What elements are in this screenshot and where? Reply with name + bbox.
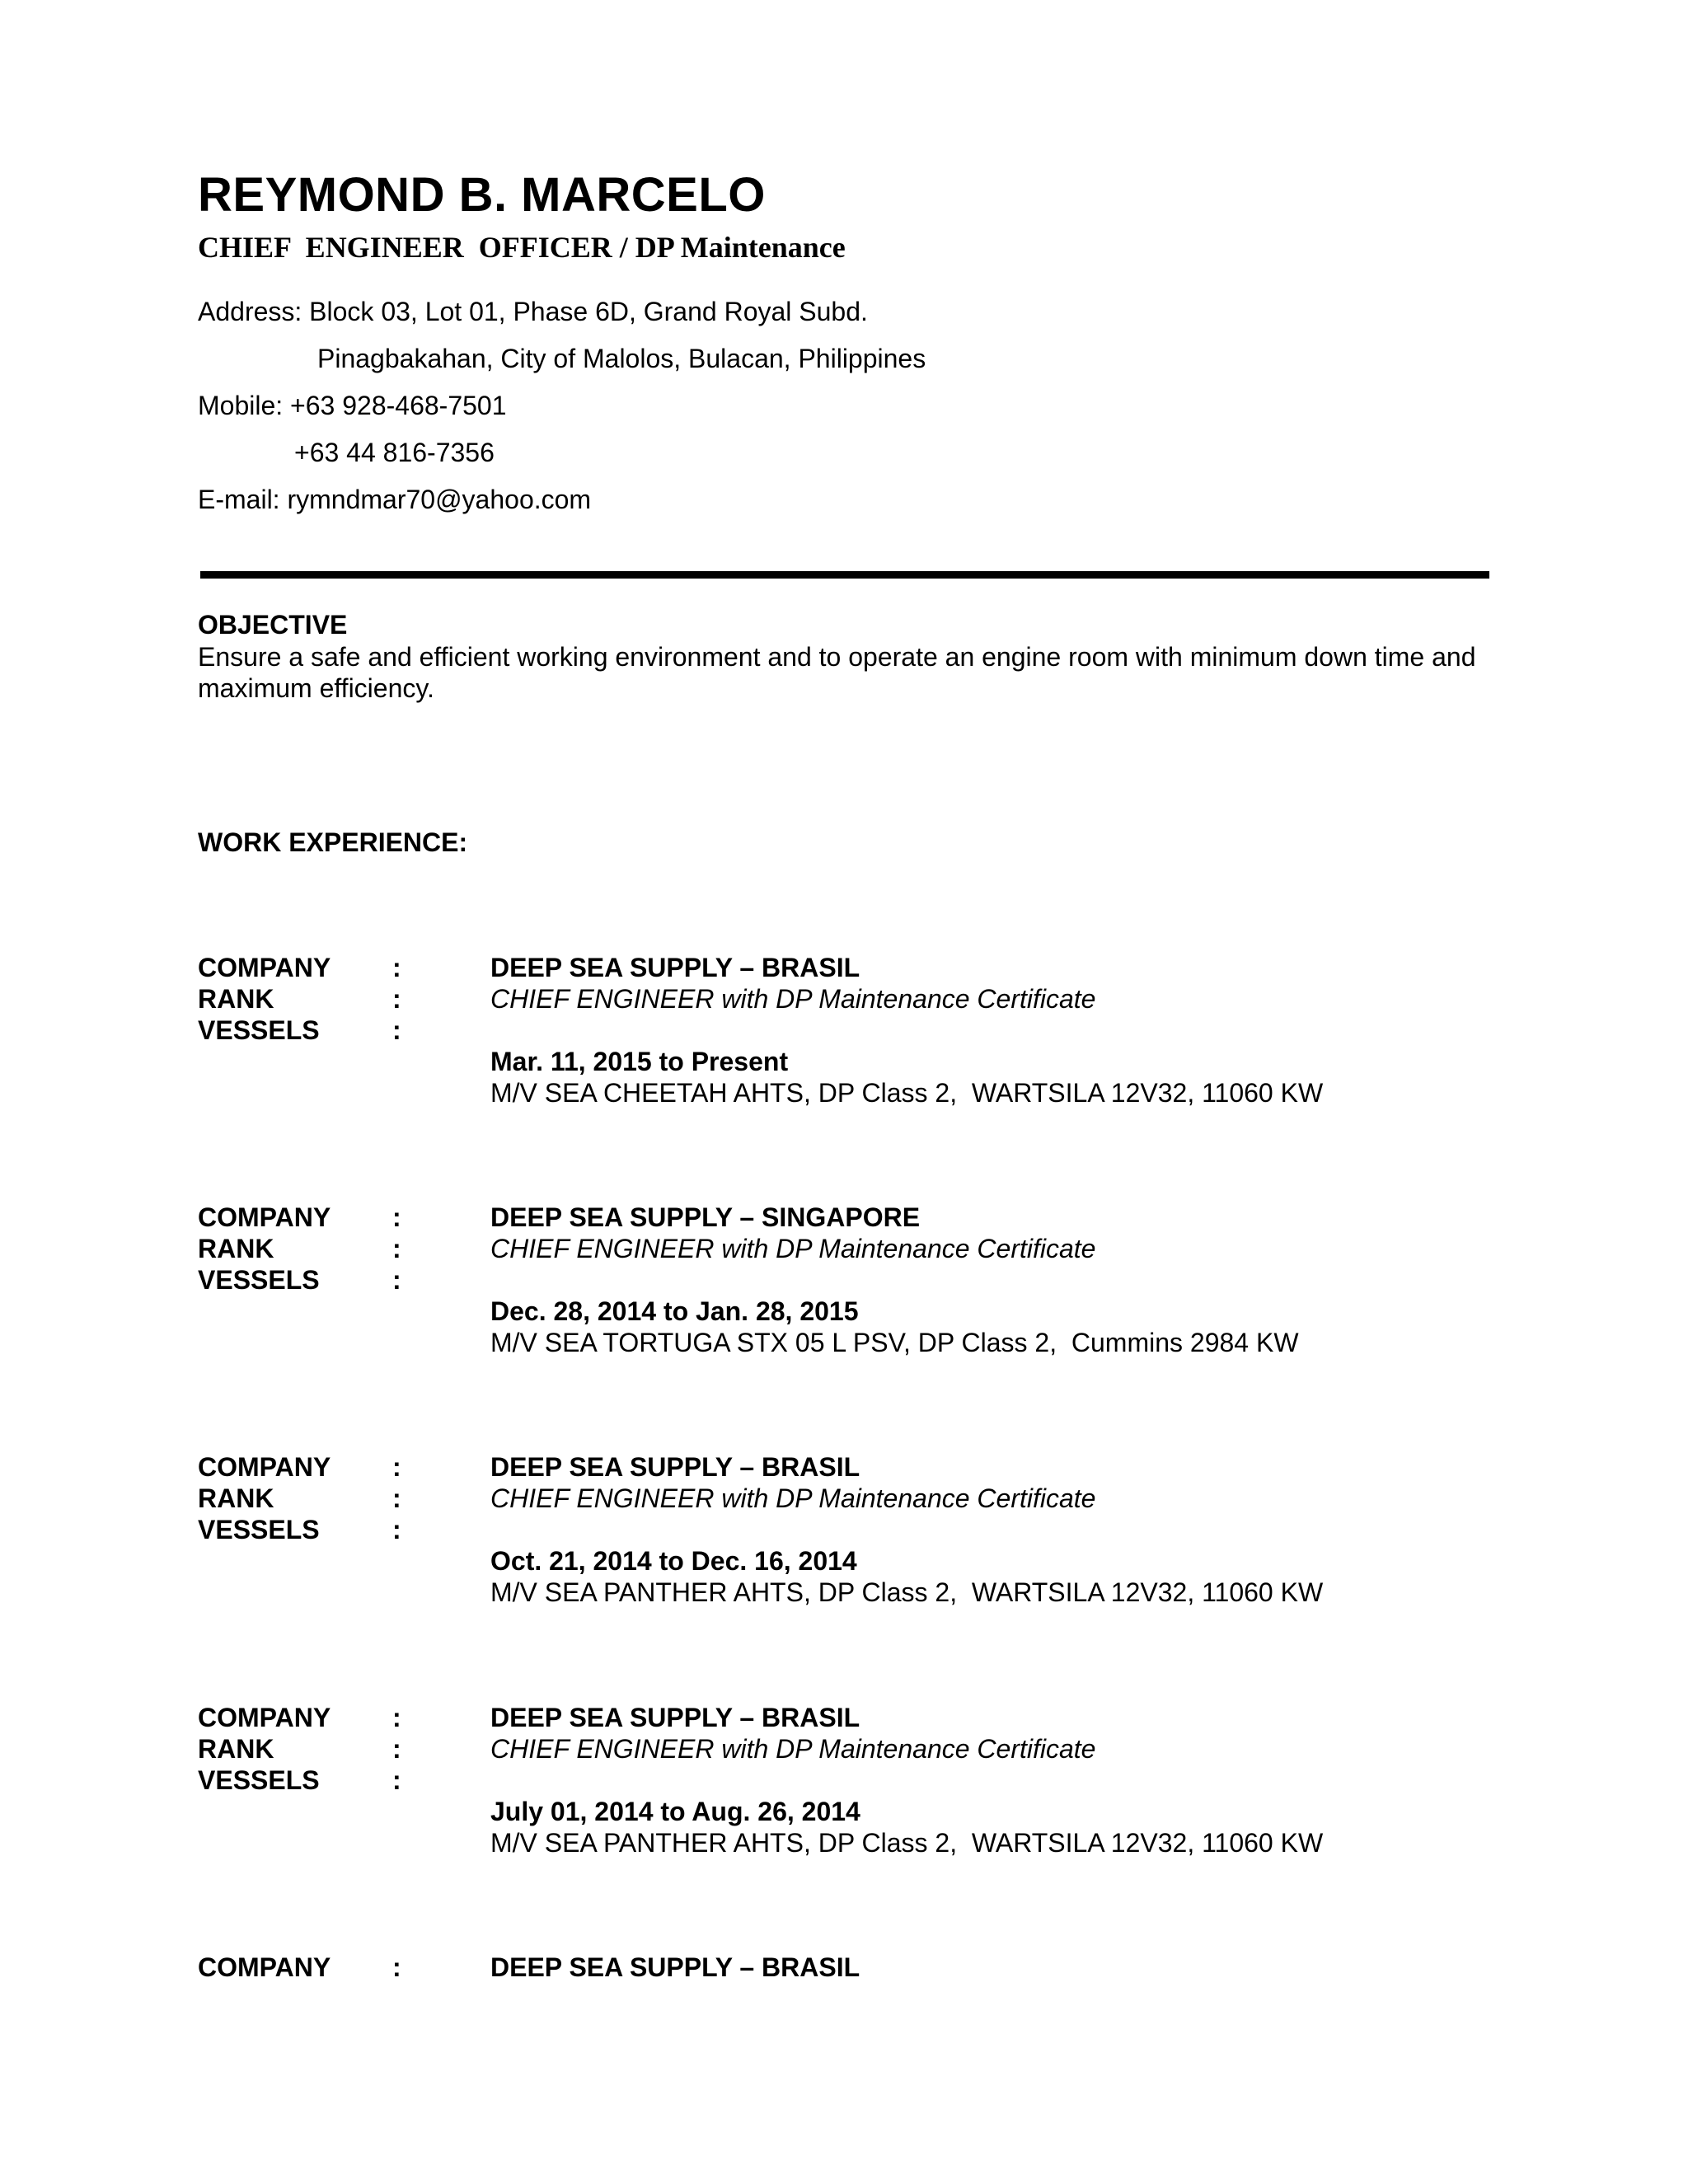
company-label: COMPANY bbox=[198, 1452, 331, 1482]
job-entry bbox=[198, 954, 1517, 1119]
period-value: Dec. 28, 2014 to Jan. 28, 2015 bbox=[490, 1296, 859, 1326]
vessels-label: VESSELS bbox=[198, 1015, 320, 1045]
company-value: DEEP SEA SUPPLY – SINGAPORE bbox=[490, 1202, 921, 1232]
vessel-value: M/V SEA TORTUGA STX 05 L PSV, DP Class 2, Cummins 2984 KW bbox=[490, 1328, 1299, 1357]
job-entry bbox=[198, 1204, 1517, 1369]
rank-label: RANK bbox=[198, 1234, 274, 1263]
job-entry bbox=[198, 1954, 1517, 2004]
period-value: Oct. 21, 2014 to Dec. 16, 2014 bbox=[490, 1546, 857, 1576]
company-label: COMPANY bbox=[198, 1202, 331, 1232]
objective-text: Ensure a safe and efficient working environment and to operate an engine room with minimum down time and maximum efficiency. bbox=[198, 642, 1476, 703]
job-entry bbox=[198, 1704, 1517, 1869]
company-label: COMPANY bbox=[198, 1952, 331, 1982]
rank-label: RANK bbox=[198, 1483, 274, 1513]
colon: : bbox=[392, 1265, 401, 1295]
company-value: DEEP SEA SUPPLY – BRASIL bbox=[490, 1703, 860, 1732]
vessels-label: VESSELS bbox=[198, 1515, 320, 1544]
company-value: DEEP SEA SUPPLY – BRASIL bbox=[490, 953, 860, 982]
address-line-1: Address: Block 03, Lot 01, Phase 6D, Grand Royal Subd. bbox=[198, 297, 868, 326]
period-value: July 01, 2014 to Aug. 26, 2014 bbox=[490, 1797, 860, 1826]
colon: : bbox=[392, 953, 401, 982]
vessel-value: M/V SEA CHEETAH AHTS, DP Class 2, WARTSILA 12V32, 11060 KW bbox=[490, 1078, 1324, 1108]
rank-label: RANK bbox=[198, 984, 274, 1014]
vessel-value: M/V SEA PANTHER AHTS, DP Class 2, WARTSILA 12V32, 11060 KW bbox=[490, 1828, 1324, 1858]
rank-value: CHIEF ENGINEER with DP Maintenance Certificate bbox=[490, 984, 1096, 1014]
company-label: COMPANY bbox=[198, 953, 331, 982]
vessel-value: M/V SEA PANTHER AHTS, DP Class 2, WARTSILA 12V32, 11060 KW bbox=[490, 1577, 1324, 1607]
period-value: Mar. 11, 2015 to Present bbox=[490, 1047, 789, 1076]
mobile-line-2: +63 44 816-7356 bbox=[294, 438, 495, 467]
company-value: DEEP SEA SUPPLY – BRASIL bbox=[490, 1452, 860, 1482]
rank-label: RANK bbox=[198, 1734, 274, 1764]
vessels-label: VESSELS bbox=[198, 1265, 320, 1295]
company-label: COMPANY bbox=[198, 1703, 331, 1732]
email-line: E-mail: rymndmar70@yahoo.com bbox=[198, 485, 592, 514]
colon: : bbox=[392, 1734, 401, 1764]
colon: : bbox=[392, 1483, 401, 1513]
colon: : bbox=[392, 1952, 401, 1982]
vessels-label: VESSELS bbox=[198, 1765, 320, 1795]
work-experience-heading: WORK EXPERIENCE: bbox=[198, 827, 468, 857]
objective-heading: OBJECTIVE bbox=[198, 610, 348, 640]
colon: : bbox=[392, 1234, 401, 1263]
rank-value: CHIEF ENGINEER with DP Maintenance Certificate bbox=[490, 1234, 1096, 1263]
job-entry bbox=[198, 1454, 1517, 1619]
mobile-line-1: Mobile: +63 928-468-7501 bbox=[198, 391, 507, 420]
candidate-name: REYMOND B. MARCELO bbox=[198, 168, 766, 222]
colon: : bbox=[392, 1452, 401, 1482]
section-divider bbox=[200, 571, 1489, 579]
rank-value: CHIEF ENGINEER with DP Maintenance Certificate bbox=[490, 1483, 1096, 1513]
colon: : bbox=[392, 1515, 401, 1544]
colon: : bbox=[392, 1202, 401, 1232]
colon: : bbox=[392, 1765, 401, 1795]
company-value: DEEP SEA SUPPLY – BRASIL bbox=[490, 1952, 860, 1982]
rank-value: CHIEF ENGINEER with DP Maintenance Certificate bbox=[490, 1734, 1096, 1764]
address-line-2: Pinagbakahan, City of Malolos, Bulacan, Philippines bbox=[317, 344, 926, 373]
colon: : bbox=[392, 1703, 401, 1732]
colon: : bbox=[392, 984, 401, 1014]
colon: : bbox=[392, 1015, 401, 1045]
candidate-title: CHIEF ENGINEER OFFICER / DP Maintenance bbox=[198, 231, 846, 264]
